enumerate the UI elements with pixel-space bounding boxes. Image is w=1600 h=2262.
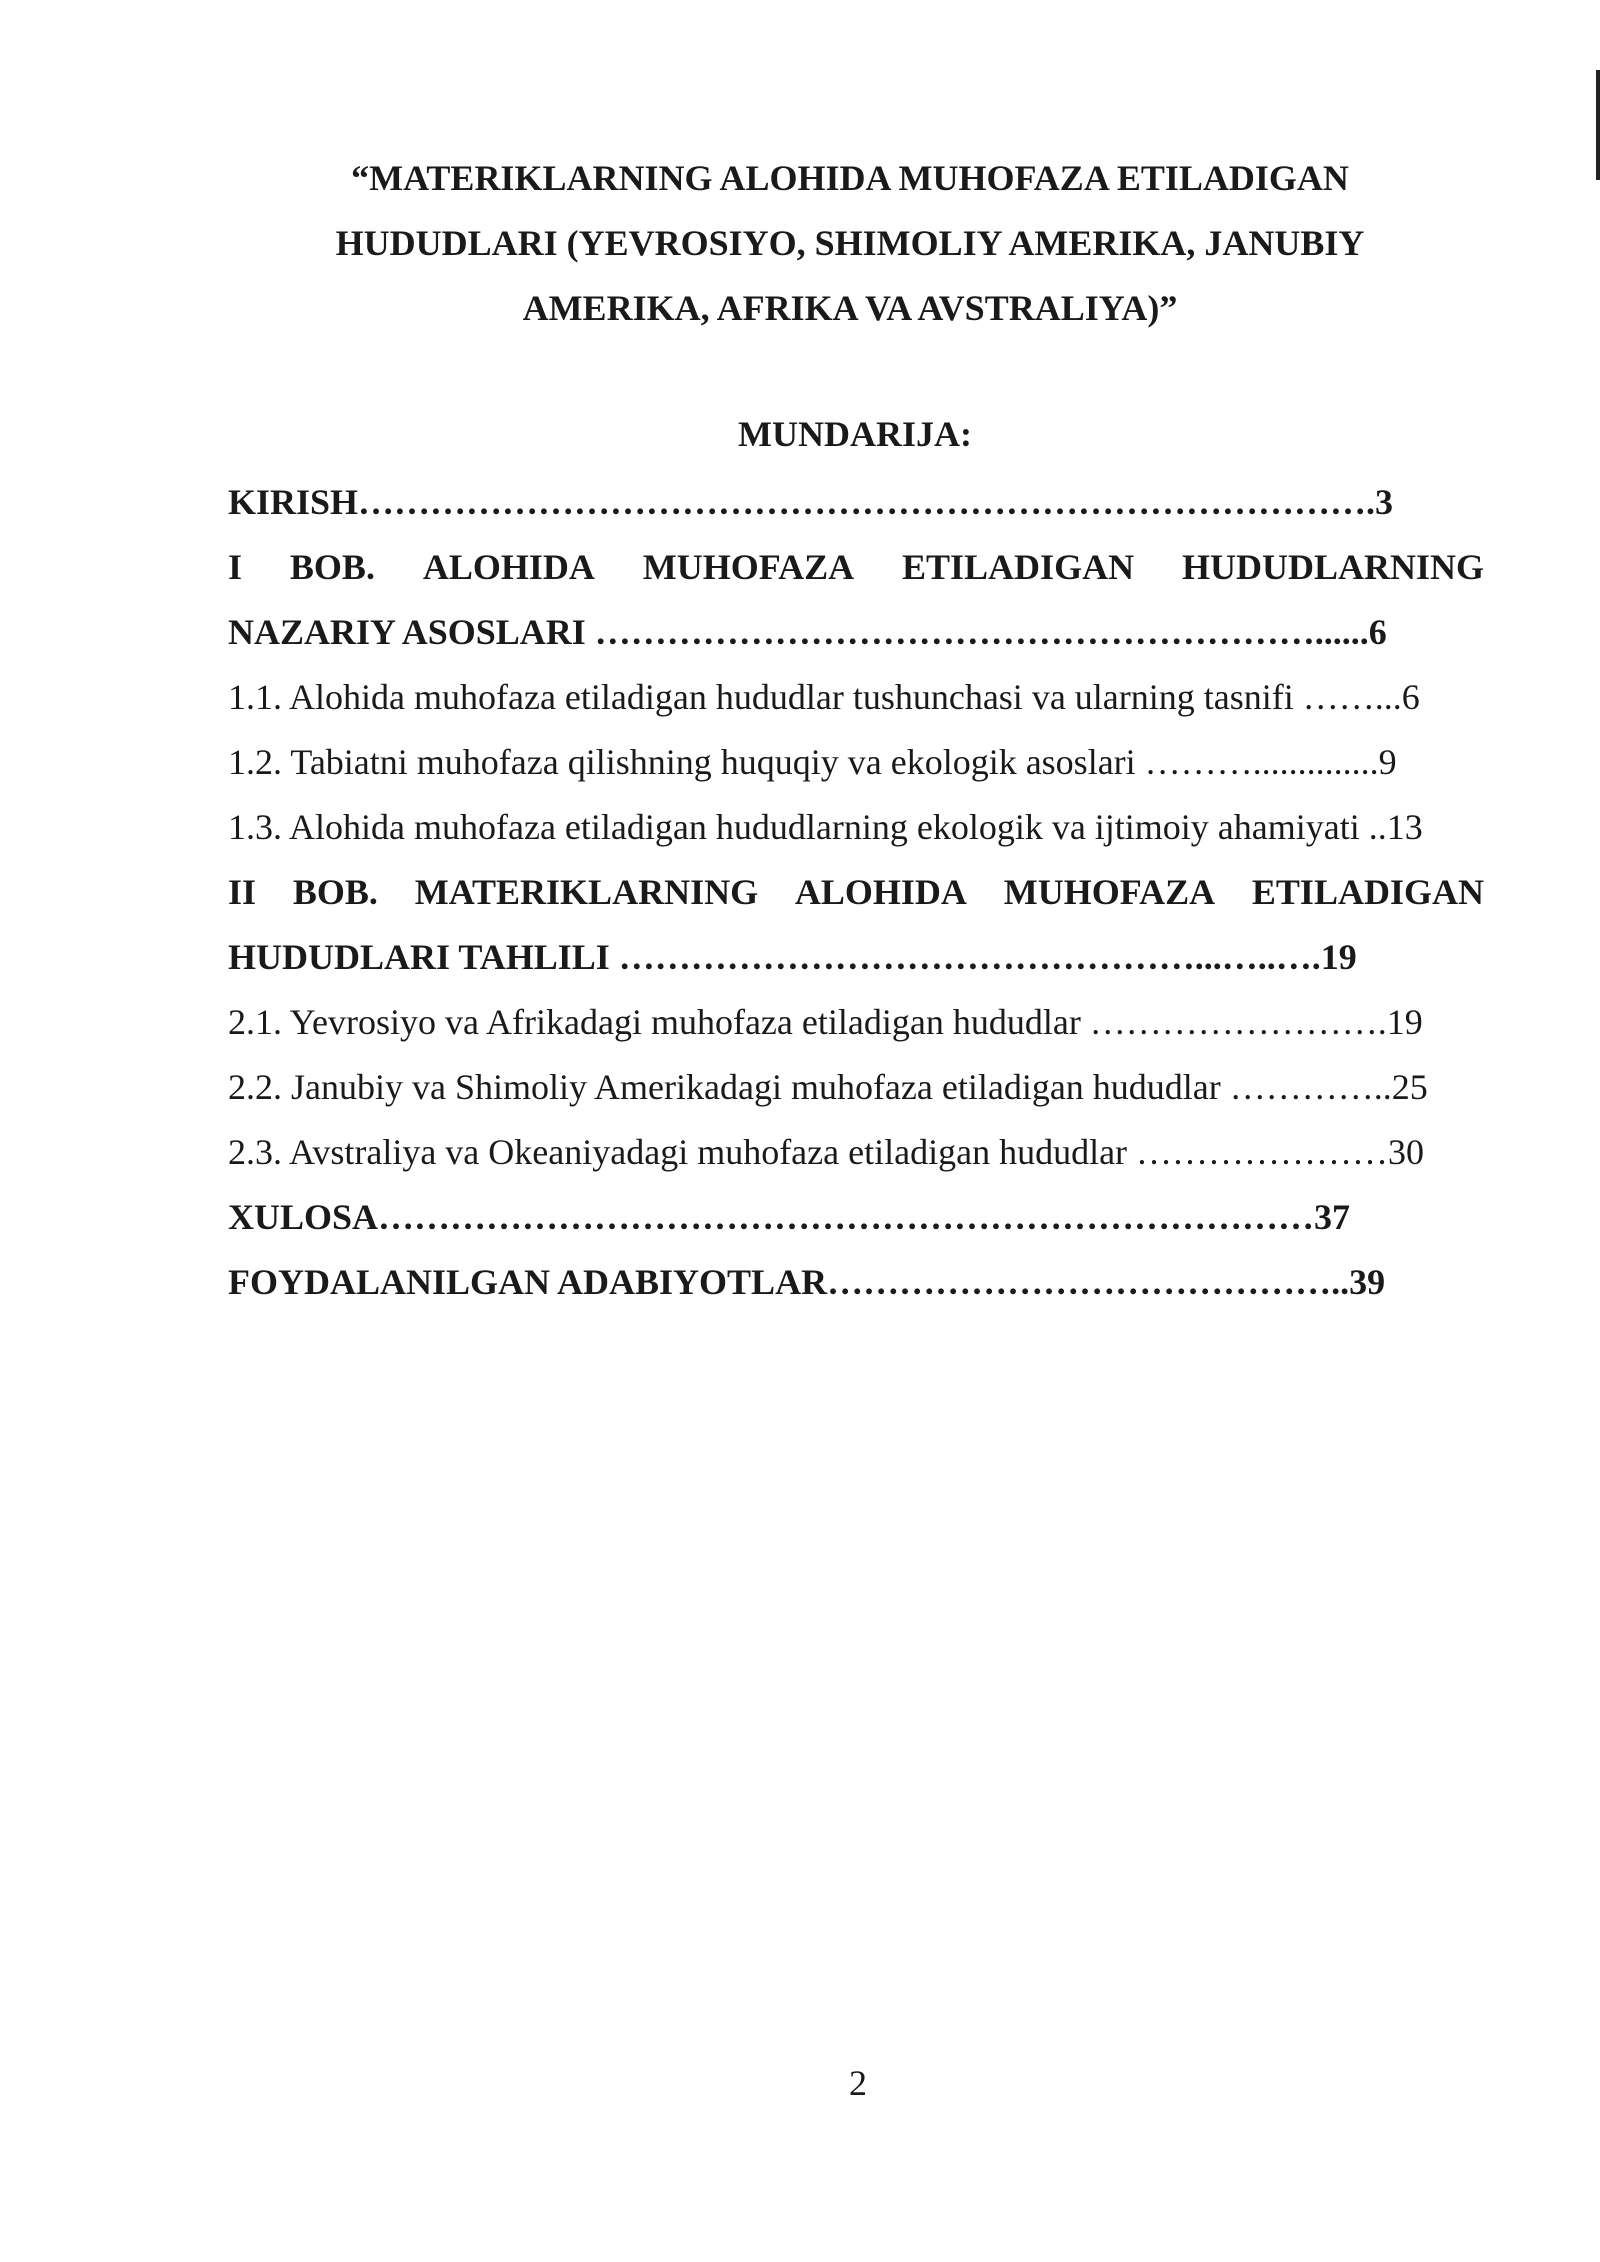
chapter-2-word: ALOHIDA — [794, 872, 967, 912]
chapter-1-word: BOB. — [289, 547, 375, 587]
chapter-1-word: I — [228, 547, 243, 587]
chapter-2-word: II — [228, 872, 257, 912]
title-line-3: AMERIKA, AFRIKA VA AVSTRALIYA)” — [522, 288, 1178, 328]
toc-entry-section-2-2: 2.2. Janubiy va Shimoliy Amerikadagi muhofaza etiladigan hududlar …………..25 — [228, 1067, 1428, 1107]
page-number: 2 — [849, 2063, 867, 2103]
table-of-contents — [228, 470, 1484, 1315]
chapter-2-word: MUHOFAZA — [1003, 872, 1216, 912]
toc-entry-section-2-3: 2.3. Avstraliya va Okeaniyadagi muhofaza etiladigan hududlar …………………30 — [228, 1132, 1425, 1172]
chapter-1-word: ETILADIGAN — [902, 547, 1135, 587]
chapter-1-word: MUHOFAZA — [642, 547, 855, 587]
toc-heading: MUNDARIJA: — [738, 414, 972, 454]
toc-entry-chapter-1-line-2: NAZARIY ASOSLARI ……………………………………………………......6 — [228, 612, 1387, 652]
page-edge-mark — [1596, 70, 1600, 180]
toc-entry-kirish: KIRISH………………………………………………………………………….3 — [228, 482, 1394, 522]
toc-entry-section-1-1: 1.1. Alohida muhofaza etiladigan hududlar tushunchasi va ularning tasnifi ……...6 — [228, 677, 1420, 717]
title-line-1: “MATERIKLARNING ALOHIDA MUHOFAZA ETILADIGAN — [351, 158, 1349, 198]
title-line-2: HUDUDLARI (YEVROSIYO, SHIMOLIY AMERIKA, JANUBIY — [335, 223, 1365, 263]
toc-entry-section-1-2: 1.2. Tabiatni muhofaza qilishning huquqiy va ekologik asoslari ………..............9 — [228, 742, 1397, 782]
toc-entry-chapter-1-line-1 — [228, 535, 1484, 600]
chapter-2-word: ETILADIGAN — [1251, 872, 1484, 912]
toc-entry-chapter-2-line-2: HUDUDLARI TAHLILI …………………………………………...…..….19 — [228, 937, 1357, 977]
toc-entry-chapter-2-line-1 — [228, 860, 1484, 925]
chapter-1-word: HUDUDLARNING — [1181, 547, 1484, 587]
toc-entry-section-1-3: 1.3. Alohida muhofaza etiladigan hududlarning ekologik va ijtimoiy ahamiyati ..13 — [228, 807, 1423, 847]
chapter-2-word: BOB. — [292, 872, 378, 912]
document-title — [300, 146, 1400, 341]
toc-entry-section-2-1: 2.1. Yevrosiyo va Afrikadagi muhofaza etiladigan hududlar …………………….19 — [228, 1002, 1423, 1042]
toc-entry-adabiyotlar: FOYDALANILGAN ADABIYOTLAR……………………………………..39 — [228, 1262, 1386, 1302]
chapter-1-word: ALOHIDA — [422, 547, 595, 587]
chapter-2-word: MATERIKLARNING — [414, 872, 759, 912]
toc-entry-xulosa: XULOSA……………………………………………………………………37 — [228, 1197, 1351, 1237]
